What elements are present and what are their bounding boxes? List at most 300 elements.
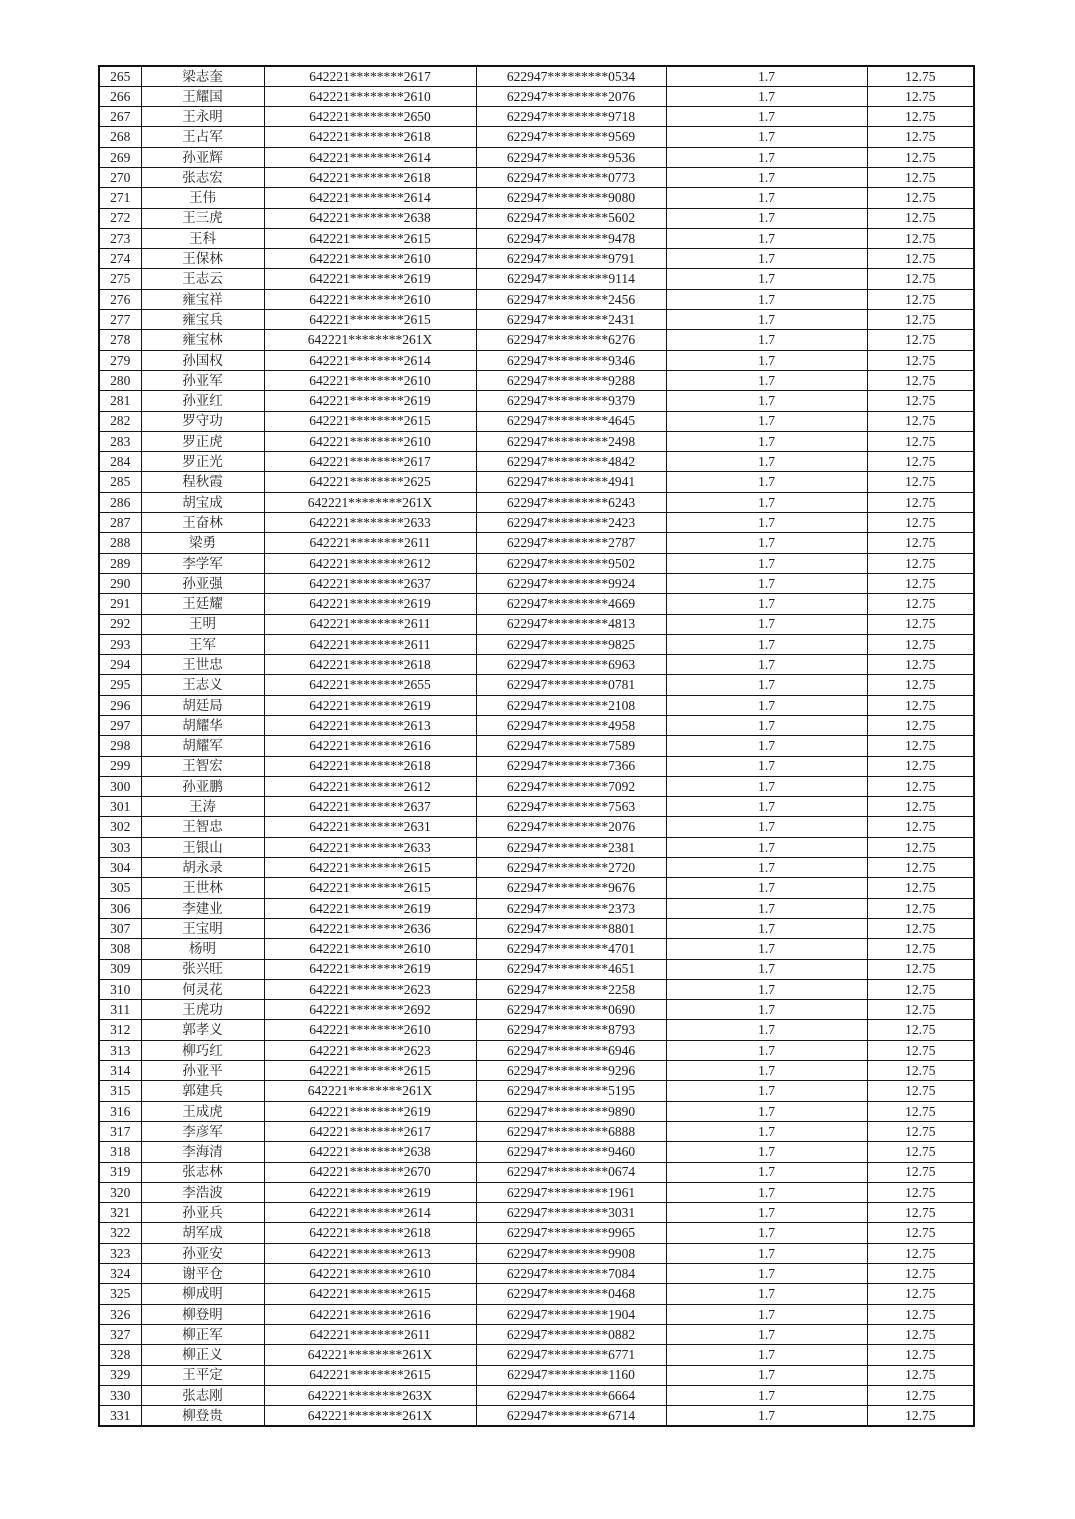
id-number-cell: 642221********261X (264, 1406, 476, 1426)
name-cell: 孙亚强 (141, 573, 264, 593)
bank-card-cell: 622947*********7563 (476, 797, 666, 817)
amount-cell: 12.75 (867, 147, 974, 167)
quantity-cell: 1.7 (666, 1162, 867, 1182)
table-row (99, 1061, 974, 1081)
table-row (99, 249, 974, 269)
bank-card-cell: 622947*********0674 (476, 1162, 666, 1182)
bank-card-cell: 622947*********6888 (476, 1121, 666, 1141)
id-number-cell: 642221********2611 (264, 533, 476, 553)
amount-cell: 12.75 (867, 594, 974, 614)
bank-card-cell: 622947*********7589 (476, 736, 666, 756)
name-cell: 王智忠 (141, 817, 264, 837)
name-cell: 王成虎 (141, 1101, 264, 1121)
table-row (99, 1324, 974, 1344)
id-number-cell: 642221********2618 (264, 655, 476, 675)
row-index-cell: 288 (99, 533, 141, 553)
id-number-cell: 642221********2619 (264, 695, 476, 715)
name-cell: 孙亚安 (141, 1243, 264, 1263)
table-row (99, 1040, 974, 1060)
table-row (99, 756, 974, 776)
row-index-cell: 290 (99, 573, 141, 593)
payment-list-table (98, 65, 975, 1427)
quantity-cell: 1.7 (666, 107, 867, 127)
quantity-cell: 1.7 (666, 370, 867, 390)
table-row (99, 858, 974, 878)
name-cell: 柳巧红 (141, 1040, 264, 1060)
name-cell: 柳登贵 (141, 1406, 264, 1426)
bank-card-cell: 622947*********0690 (476, 1000, 666, 1020)
table-row (99, 188, 974, 208)
row-index-cell: 265 (99, 66, 141, 86)
amount-cell: 12.75 (867, 675, 974, 695)
table-row (99, 1385, 974, 1405)
bank-card-cell: 622947*********7092 (476, 776, 666, 796)
id-number-cell: 642221********2615 (264, 1284, 476, 1304)
row-index-cell: 324 (99, 1264, 141, 1284)
name-cell: 王保林 (141, 249, 264, 269)
amount-cell: 12.75 (867, 86, 974, 106)
id-number-cell: 642221********2619 (264, 898, 476, 918)
bank-card-cell: 622947*********3031 (476, 1203, 666, 1223)
id-number-cell: 642221********2637 (264, 797, 476, 817)
table-row (99, 350, 974, 370)
table-row (99, 310, 974, 330)
quantity-cell: 1.7 (666, 1243, 867, 1263)
quantity-cell: 1.7 (666, 817, 867, 837)
name-cell: 王科 (141, 228, 264, 248)
amount-cell: 12.75 (867, 573, 974, 593)
quantity-cell: 1.7 (666, 1000, 867, 1020)
table-row (99, 655, 974, 675)
name-cell: 王明 (141, 614, 264, 634)
row-index-cell: 276 (99, 289, 141, 309)
name-cell: 孙国权 (141, 350, 264, 370)
quantity-cell: 1.7 (666, 655, 867, 675)
quantity-cell: 1.7 (666, 1385, 867, 1405)
id-number-cell: 642221********2692 (264, 1000, 476, 1020)
name-cell: 柳正义 (141, 1345, 264, 1365)
amount-cell: 12.75 (867, 411, 974, 431)
name-cell: 胡永录 (141, 858, 264, 878)
row-index-cell: 309 (99, 959, 141, 979)
row-index-cell: 312 (99, 1020, 141, 1040)
row-index-cell: 330 (99, 1385, 141, 1405)
bank-card-cell: 622947*********4941 (476, 472, 666, 492)
amount-cell: 12.75 (867, 898, 974, 918)
quantity-cell: 1.7 (666, 1365, 867, 1385)
quantity-cell: 1.7 (666, 1101, 867, 1121)
row-index-cell: 289 (99, 553, 141, 573)
id-number-cell: 642221********2611 (264, 634, 476, 654)
table-row (99, 837, 974, 857)
id-number-cell: 642221********2610 (264, 249, 476, 269)
name-cell: 孙亚军 (141, 370, 264, 390)
amount-cell: 12.75 (867, 1142, 974, 1162)
table-row (99, 1406, 974, 1426)
quantity-cell: 1.7 (666, 1223, 867, 1243)
quantity-cell: 1.7 (666, 310, 867, 330)
amount-cell: 12.75 (867, 107, 974, 127)
amount-cell: 12.75 (867, 1000, 974, 1020)
row-index-cell: 268 (99, 127, 141, 147)
quantity-cell: 1.7 (666, 1182, 867, 1202)
bank-card-cell: 622947*********9825 (476, 634, 666, 654)
id-number-cell: 642221********261X (264, 492, 476, 512)
id-number-cell: 642221********2617 (264, 66, 476, 86)
name-cell: 王奋林 (141, 513, 264, 533)
id-number-cell: 642221********2623 (264, 1040, 476, 1060)
row-index-cell: 267 (99, 107, 141, 127)
row-index-cell: 274 (99, 249, 141, 269)
bank-card-cell: 622947*********9114 (476, 269, 666, 289)
table-row (99, 1101, 974, 1121)
id-number-cell: 642221********2615 (264, 1061, 476, 1081)
row-index-cell: 286 (99, 492, 141, 512)
quantity-cell: 1.7 (666, 1324, 867, 1344)
row-index-cell: 291 (99, 594, 141, 614)
table-row (99, 147, 974, 167)
quantity-cell: 1.7 (666, 858, 867, 878)
name-cell: 雍宝祥 (141, 289, 264, 309)
bank-card-cell: 622947*********0468 (476, 1284, 666, 1304)
name-cell: 胡军成 (141, 1223, 264, 1243)
quantity-cell: 1.7 (666, 716, 867, 736)
table-row (99, 1243, 974, 1263)
bank-card-cell: 622947*********8793 (476, 1020, 666, 1040)
bank-card-cell: 622947*********9536 (476, 147, 666, 167)
row-index-cell: 285 (99, 472, 141, 492)
table-row (99, 959, 974, 979)
row-index-cell: 315 (99, 1081, 141, 1101)
amount-cell: 12.75 (867, 918, 974, 938)
bank-card-cell: 622947*********0781 (476, 675, 666, 695)
quantity-cell: 1.7 (666, 350, 867, 370)
quantity-cell: 1.7 (666, 147, 867, 167)
row-index-cell: 320 (99, 1182, 141, 1202)
table-row (99, 716, 974, 736)
quantity-cell: 1.7 (666, 1406, 867, 1426)
id-number-cell: 642221********2637 (264, 573, 476, 593)
id-number-cell: 642221********2610 (264, 939, 476, 959)
row-index-cell: 307 (99, 918, 141, 938)
id-number-cell: 642221********2633 (264, 513, 476, 533)
bank-card-cell: 622947*********2373 (476, 898, 666, 918)
table-row (99, 1162, 974, 1182)
name-cell: 王永明 (141, 107, 264, 127)
id-number-cell: 642221********261X (264, 330, 476, 350)
id-number-cell: 642221********2615 (264, 1365, 476, 1385)
id-number-cell: 642221********2615 (264, 858, 476, 878)
id-number-cell: 642221********2612 (264, 553, 476, 573)
row-index-cell: 292 (99, 614, 141, 634)
bank-card-cell: 622947*********8801 (476, 918, 666, 938)
id-number-cell: 642221********2636 (264, 918, 476, 938)
table-row (99, 817, 974, 837)
amount-cell: 12.75 (867, 533, 974, 553)
quantity-cell: 1.7 (666, 634, 867, 654)
id-number-cell: 642221********2619 (264, 594, 476, 614)
bank-card-cell: 622947*********4813 (476, 614, 666, 634)
quantity-cell: 1.7 (666, 979, 867, 999)
table-row (99, 695, 974, 715)
name-cell: 杨明 (141, 939, 264, 959)
bank-card-cell: 622947*********4958 (476, 716, 666, 736)
name-cell: 柳正军 (141, 1324, 264, 1344)
bank-card-cell: 622947*********6771 (476, 1345, 666, 1365)
id-number-cell: 642221********2619 (264, 391, 476, 411)
table-row (99, 167, 974, 187)
id-number-cell: 642221********2617 (264, 1121, 476, 1141)
bank-card-cell: 622947*********2381 (476, 837, 666, 857)
bank-card-cell: 622947*********2076 (476, 86, 666, 106)
id-number-cell: 642221********2618 (264, 1223, 476, 1243)
name-cell: 郭建兵 (141, 1081, 264, 1101)
table-row (99, 269, 974, 289)
name-cell: 孙亚鹏 (141, 776, 264, 796)
amount-cell: 12.75 (867, 1081, 974, 1101)
bank-card-cell: 622947*********9569 (476, 127, 666, 147)
name-cell: 王廷耀 (141, 594, 264, 614)
quantity-cell: 1.7 (666, 1121, 867, 1141)
id-number-cell: 642221********2614 (264, 350, 476, 370)
bank-card-cell: 622947*********9924 (476, 573, 666, 593)
name-cell: 谢平仓 (141, 1264, 264, 1284)
name-cell: 孙亚平 (141, 1061, 264, 1081)
table-row (99, 1304, 974, 1324)
quantity-cell: 1.7 (666, 492, 867, 512)
table-row (99, 878, 974, 898)
amount-cell: 12.75 (867, 370, 974, 390)
quantity-cell: 1.7 (666, 959, 867, 979)
amount-cell: 12.75 (867, 1324, 974, 1344)
table-row (99, 1284, 974, 1304)
amount-cell: 12.75 (867, 979, 974, 999)
bank-card-cell: 622947*********9890 (476, 1101, 666, 1121)
table-row (99, 208, 974, 228)
row-index-cell: 275 (99, 269, 141, 289)
id-number-cell: 642221********2619 (264, 959, 476, 979)
bank-card-cell: 622947*********6243 (476, 492, 666, 512)
amount-cell: 12.75 (867, 1203, 974, 1223)
quantity-cell: 1.7 (666, 1345, 867, 1365)
table-row (99, 289, 974, 309)
table-row (99, 492, 974, 512)
bank-card-cell: 622947*********5602 (476, 208, 666, 228)
id-number-cell: 642221********2631 (264, 817, 476, 837)
amount-cell: 12.75 (867, 939, 974, 959)
table-row (99, 918, 974, 938)
id-number-cell: 642221********2617 (264, 452, 476, 472)
name-cell: 胡廷局 (141, 695, 264, 715)
quantity-cell: 1.7 (666, 939, 867, 959)
amount-cell: 12.75 (867, 1223, 974, 1243)
id-number-cell: 642221********2625 (264, 472, 476, 492)
amount-cell: 12.75 (867, 655, 974, 675)
table-row (99, 330, 974, 350)
quantity-cell: 1.7 (666, 289, 867, 309)
id-number-cell: 642221********2610 (264, 370, 476, 390)
amount-cell: 12.75 (867, 127, 974, 147)
row-index-cell: 300 (99, 776, 141, 796)
id-number-cell: 642221********2618 (264, 127, 476, 147)
bank-card-cell: 622947*********1961 (476, 1182, 666, 1202)
quantity-cell: 1.7 (666, 1061, 867, 1081)
row-index-cell: 296 (99, 695, 141, 715)
table-row (99, 594, 974, 614)
name-cell: 王虎功 (141, 1000, 264, 1020)
bank-card-cell: 622947*********2431 (476, 310, 666, 330)
bank-card-cell: 622947*********4645 (476, 411, 666, 431)
bank-card-cell: 622947*********7366 (476, 756, 666, 776)
quantity-cell: 1.7 (666, 918, 867, 938)
name-cell: 程秋霞 (141, 472, 264, 492)
quantity-cell: 1.7 (666, 797, 867, 817)
id-number-cell: 642221********261X (264, 1081, 476, 1101)
row-index-cell: 328 (99, 1345, 141, 1365)
table-row (99, 1203, 974, 1223)
row-index-cell: 299 (99, 756, 141, 776)
table-row (99, 391, 974, 411)
amount-cell: 12.75 (867, 1406, 974, 1426)
table-row (99, 411, 974, 431)
name-cell: 孙亚兵 (141, 1203, 264, 1223)
bank-card-cell: 622947*********9791 (476, 249, 666, 269)
id-number-cell: 642221********2638 (264, 208, 476, 228)
bank-card-cell: 622947*********2108 (476, 695, 666, 715)
quantity-cell: 1.7 (666, 188, 867, 208)
amount-cell: 12.75 (867, 1061, 974, 1081)
id-number-cell: 642221********2638 (264, 1142, 476, 1162)
name-cell: 李建业 (141, 898, 264, 918)
quantity-cell: 1.7 (666, 66, 867, 86)
amount-cell: 12.75 (867, 736, 974, 756)
quantity-cell: 1.7 (666, 513, 867, 533)
quantity-cell: 1.7 (666, 837, 867, 857)
amount-cell: 12.75 (867, 1345, 974, 1365)
table-row (99, 1142, 974, 1162)
table-row (99, 86, 974, 106)
table-row (99, 776, 974, 796)
quantity-cell: 1.7 (666, 898, 867, 918)
quantity-cell: 1.7 (666, 1020, 867, 1040)
row-index-cell: 323 (99, 1243, 141, 1263)
amount-cell: 12.75 (867, 188, 974, 208)
name-cell: 孙亚红 (141, 391, 264, 411)
name-cell: 王世林 (141, 878, 264, 898)
id-number-cell: 642221********2650 (264, 107, 476, 127)
bank-card-cell: 622947*********0773 (476, 167, 666, 187)
bank-card-cell: 622947*********6276 (476, 330, 666, 350)
table-row (99, 431, 974, 451)
id-number-cell: 642221********2610 (264, 1020, 476, 1040)
id-number-cell: 642221********2615 (264, 411, 476, 431)
amount-cell: 12.75 (867, 1101, 974, 1121)
row-index-cell: 272 (99, 208, 141, 228)
amount-cell: 12.75 (867, 330, 974, 350)
amount-cell: 12.75 (867, 289, 974, 309)
id-number-cell: 642221********2611 (264, 1324, 476, 1344)
amount-cell: 12.75 (867, 634, 974, 654)
amount-cell: 12.75 (867, 167, 974, 187)
row-index-cell: 279 (99, 350, 141, 370)
amount-cell: 12.75 (867, 716, 974, 736)
row-index-cell: 316 (99, 1101, 141, 1121)
amount-cell: 12.75 (867, 614, 974, 634)
id-number-cell: 642221********2610 (264, 86, 476, 106)
name-cell: 张志林 (141, 1162, 264, 1182)
table-row (99, 939, 974, 959)
table-row (99, 1081, 974, 1101)
quantity-cell: 1.7 (666, 573, 867, 593)
bank-card-cell: 622947*********4651 (476, 959, 666, 979)
id-number-cell: 642221********2619 (264, 269, 476, 289)
bank-card-cell: 622947*********9288 (476, 370, 666, 390)
row-index-cell: 287 (99, 513, 141, 533)
table-row (99, 370, 974, 390)
row-index-cell: 273 (99, 228, 141, 248)
bank-card-cell: 622947*********4701 (476, 939, 666, 959)
id-number-cell: 642221********2614 (264, 1203, 476, 1223)
table-row (99, 1000, 974, 1020)
quantity-cell: 1.7 (666, 1203, 867, 1223)
quantity-cell: 1.7 (666, 127, 867, 147)
id-number-cell: 642221********2610 (264, 289, 476, 309)
bank-card-cell: 622947*********2456 (476, 289, 666, 309)
bank-card-cell: 622947*********9460 (476, 1142, 666, 1162)
table-row (99, 1182, 974, 1202)
amount-cell: 12.75 (867, 513, 974, 533)
row-index-cell: 266 (99, 86, 141, 106)
name-cell: 雍宝林 (141, 330, 264, 350)
quantity-cell: 1.7 (666, 1304, 867, 1324)
id-number-cell: 642221********2615 (264, 878, 476, 898)
row-index-cell: 302 (99, 817, 141, 837)
amount-cell: 12.75 (867, 269, 974, 289)
name-cell: 王银山 (141, 837, 264, 857)
row-index-cell: 301 (99, 797, 141, 817)
name-cell: 王军 (141, 634, 264, 654)
quantity-cell: 1.7 (666, 431, 867, 451)
table-row (99, 452, 974, 472)
amount-cell: 12.75 (867, 228, 974, 248)
table-row (99, 898, 974, 918)
amount-cell: 12.75 (867, 350, 974, 370)
bank-card-cell: 622947*********6946 (476, 1040, 666, 1060)
amount-cell: 12.75 (867, 1304, 974, 1324)
name-cell: 王平定 (141, 1365, 264, 1385)
row-index-cell: 311 (99, 1000, 141, 1020)
quantity-cell: 1.7 (666, 249, 867, 269)
id-number-cell: 642221********2618 (264, 167, 476, 187)
quantity-cell: 1.7 (666, 208, 867, 228)
table-row (99, 513, 974, 533)
quantity-cell: 1.7 (666, 330, 867, 350)
amount-cell: 12.75 (867, 695, 974, 715)
bank-card-cell: 622947*********9379 (476, 391, 666, 411)
bank-card-cell: 622947*********9346 (476, 350, 666, 370)
quantity-cell: 1.7 (666, 269, 867, 289)
row-index-cell: 271 (99, 188, 141, 208)
table-body (99, 66, 974, 1426)
bank-card-cell: 622947*********2258 (476, 979, 666, 999)
row-index-cell: 293 (99, 634, 141, 654)
bank-card-cell: 622947*********6963 (476, 655, 666, 675)
name-cell: 张兴旺 (141, 959, 264, 979)
amount-cell: 12.75 (867, 492, 974, 512)
bank-card-cell: 622947*********1904 (476, 1304, 666, 1324)
row-index-cell: 303 (99, 837, 141, 857)
name-cell: 王伟 (141, 188, 264, 208)
